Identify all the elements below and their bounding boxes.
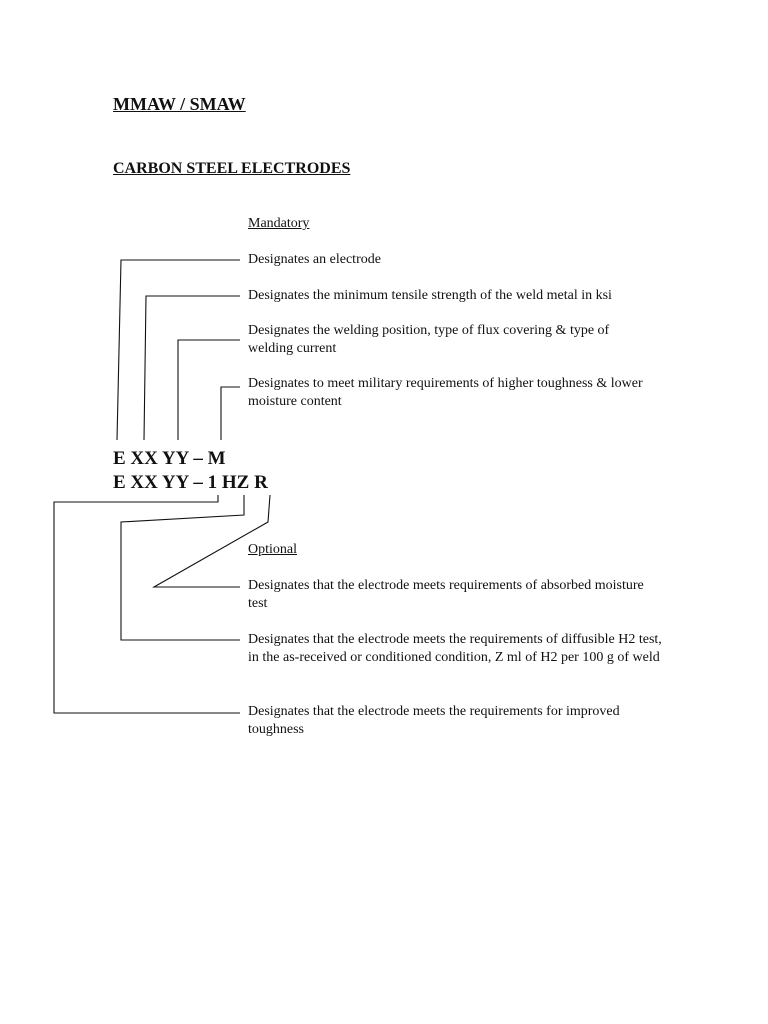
leader-line-improved-toughness bbox=[54, 495, 240, 713]
leader-line-welding-position bbox=[178, 340, 240, 440]
section-title: CARBON STEEL ELECTRODES bbox=[113, 160, 351, 177]
page-title: MMAW / SMAW bbox=[113, 94, 246, 114]
optional-label: Optional bbox=[248, 542, 297, 557]
optional-item-improved-toughness: Designates that the electrode meets the requirements for improved toughness bbox=[248, 704, 620, 737]
mandatory-item-electrode: Designates an electrode bbox=[248, 252, 381, 267]
mandatory-label: Mandatory bbox=[248, 216, 310, 231]
electrode-code-optional: E XX YY – 1 HZ R bbox=[113, 472, 268, 493]
mandatory-item-welding-position: Designates the welding position, type of flux covering & type of welding current bbox=[248, 323, 610, 356]
leader-line-diffusible-h2 bbox=[121, 495, 244, 640]
electrode-code-mandatory: E XX YY – M bbox=[113, 448, 226, 469]
optional-item-diffusible-h2: Designates that the electrode meets the requirements of diffusible H2 test, in the as-received or conditioned condition, Z ml of H2 per 100 g of weld bbox=[248, 632, 662, 665]
leader-line-tensile-strength bbox=[144, 296, 240, 440]
leader-line-military bbox=[221, 387, 240, 440]
optional-item-absorbed-moisture: Designates that the electrode meets requirements of absorbed moisture test bbox=[248, 578, 644, 611]
mandatory-item-military-requirements: Designates to meet military requirements of higher toughness & lower moisture content bbox=[248, 376, 643, 409]
mandatory-item-tensile-strength: Designates the minimum tensile strength of the weld metal in ksi bbox=[248, 288, 612, 303]
leader-line-absorbed-moisture bbox=[154, 495, 270, 587]
